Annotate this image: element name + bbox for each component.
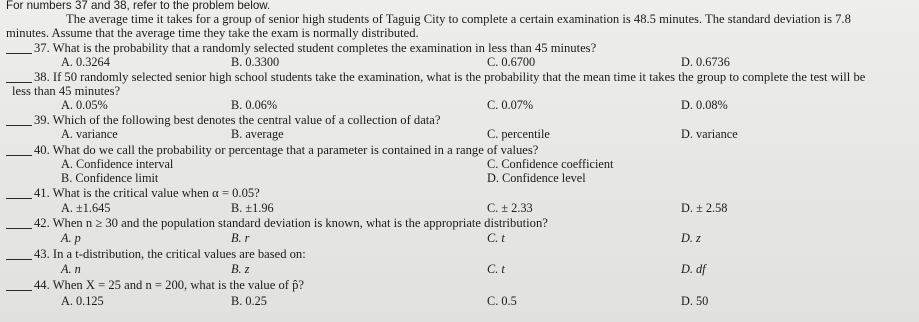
question-text: 37. What is the probability that a randomly selected student completes the examination in less than 45 minutes? <box>34 41 597 55</box>
question-text: 40. What do we call the probability or percentage that a parameter is contained in a range of values? <box>34 143 539 157</box>
option-a: A. 0.125 <box>61 294 104 308</box>
question-text: 43. In a t-distribution, the critical values are based on: <box>34 247 306 261</box>
option-b: B. 0.3300 <box>231 55 280 69</box>
option-c: C. 0.5 <box>487 294 517 308</box>
answer-blank[interactable] <box>6 228 32 229</box>
option-d: D. 0.08% <box>681 98 728 112</box>
option-c: C. percentile <box>487 127 550 141</box>
option-d: D. 50 <box>681 294 709 308</box>
question-text: 44. When X = 25 and n = 200, what is the value of p̂? <box>34 278 304 292</box>
answer-blank[interactable] <box>6 125 32 126</box>
answer-blank[interactable] <box>6 259 32 260</box>
option-b: B. r <box>231 231 250 245</box>
answer-blank[interactable] <box>6 53 32 54</box>
question-text: 38. If 50 randomly selected senior high school students take the examination, what is the probability that the mean time it takes the group to complete the test will be <box>34 70 866 84</box>
option-b: B. Confidence limit <box>61 171 159 185</box>
answer-blank[interactable] <box>6 290 32 291</box>
option-d: D. variance <box>681 127 738 141</box>
option-a: A. ±1.645 <box>61 201 111 215</box>
option-c: C. 0.07% <box>487 98 534 112</box>
option-c: C. Confidence coefficient <box>487 157 614 171</box>
option-b: B. ±1.96 <box>231 201 274 215</box>
option-a: A. Confidence interval <box>61 157 174 171</box>
option-b: B. average <box>231 127 284 141</box>
question-text: 41. What is the critical value when α = 0.05? <box>34 186 260 200</box>
option-c: C. 0.6700 <box>487 55 536 69</box>
option-c: C. t <box>487 262 505 276</box>
problem-text-1: The average time it takes for a group of senior high students of Taguig City to complete a certain examination is 48.5 minutes. The standard deviation is 7.8 <box>66 12 851 26</box>
problem-text-2: minutes. Assume that the average time they take the exam is normally distributed. <box>6 26 419 40</box>
option-a: A. n <box>61 262 81 276</box>
option-b: B. z <box>231 262 250 276</box>
option-a: A. variance <box>61 127 118 141</box>
answer-blank[interactable] <box>6 82 32 83</box>
option-d: D. z <box>681 231 701 245</box>
option-d: D. ± 2.58 <box>681 201 728 215</box>
option-b: B. 0.06% <box>231 98 278 112</box>
answer-blank[interactable] <box>6 155 32 156</box>
question-text-continued: less than 45 minutes? <box>12 84 121 98</box>
option-a: A. p <box>61 231 81 245</box>
option-d: D. df <box>681 262 706 276</box>
option-d: D. 0.6736 <box>681 55 730 69</box>
option-a: A. 0.3264 <box>61 55 110 69</box>
answer-blank[interactable] <box>6 198 32 199</box>
question-text: 39. Which of the following best denotes the central value of a collection of data? <box>34 113 441 127</box>
instruction-text: For numbers 37 and 38, refer to the problem below. <box>6 0 271 12</box>
option-a: A. 0.05% <box>61 98 108 112</box>
option-c: C. ± 2.33 <box>487 201 533 215</box>
option-c: C. t <box>487 231 505 245</box>
option-b: B. 0.25 <box>231 294 267 308</box>
question-text: 42. When n ≥ 30 and the population standard deviation is known, what is the appropriate distribution? <box>34 216 548 230</box>
option-d: D. Confidence level <box>487 171 586 185</box>
